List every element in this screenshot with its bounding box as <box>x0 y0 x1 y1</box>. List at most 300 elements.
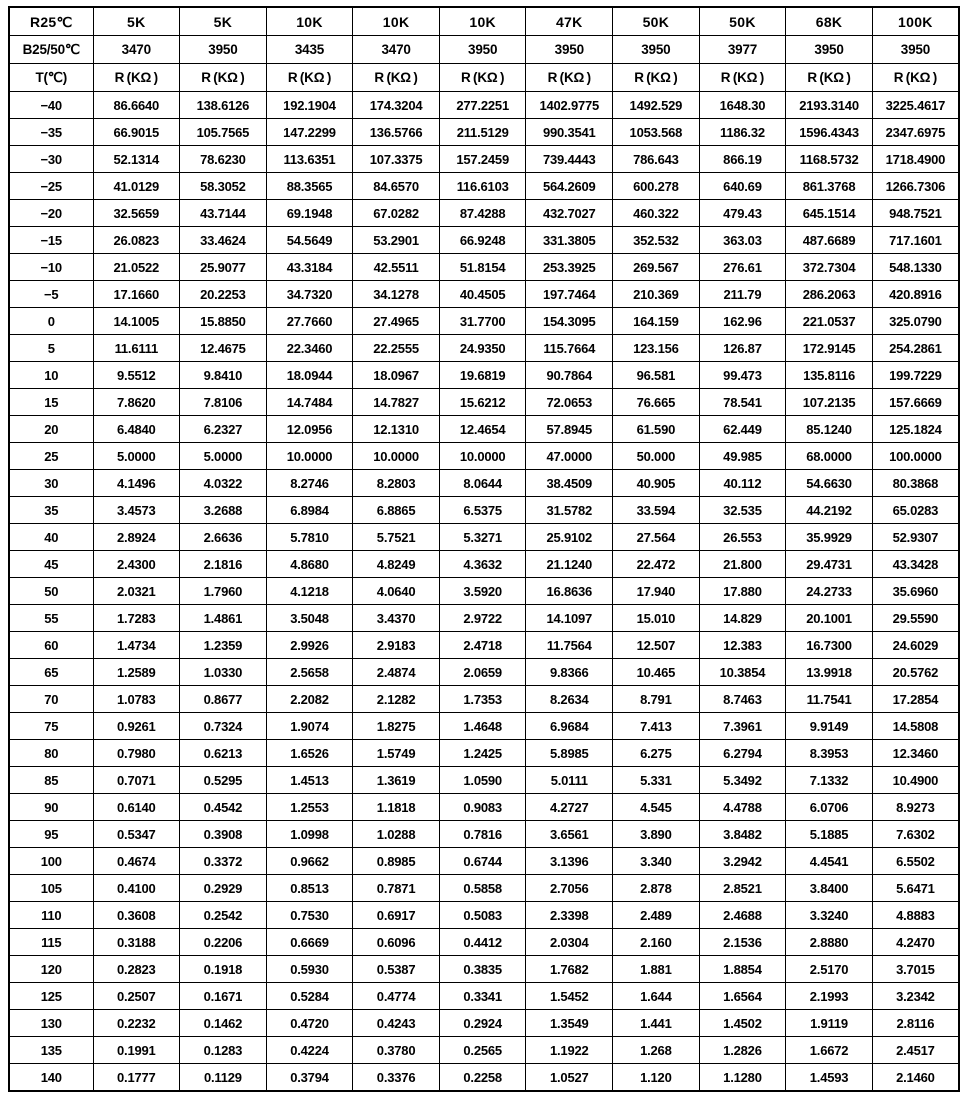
resistance-cell: 0.7871 <box>353 875 440 902</box>
resistance-cell: 26.0823 <box>93 227 180 254</box>
resistance-cell: 5.0000 <box>93 443 180 470</box>
resistance-cell: 277.2251 <box>439 92 526 119</box>
resistance-cell: 3.4573 <box>93 497 180 524</box>
resistance-cell: 7.8620 <box>93 389 180 416</box>
resistance-cell: 4.8883 <box>872 902 959 929</box>
temperature-cell: 15 <box>9 389 93 416</box>
resistance-cell: 27.564 <box>613 524 700 551</box>
temperature-cell: 85 <box>9 767 93 794</box>
table-row <box>9 821 959 848</box>
resistance-cell: 17.880 <box>699 578 786 605</box>
resistance-cell: 162.96 <box>699 308 786 335</box>
temperature-cell: 100 <box>9 848 93 875</box>
resistance-cell: 0.7980 <box>93 740 180 767</box>
resistance-cell: 1.120 <box>613 1064 700 1092</box>
resistance-cell: 3.8400 <box>786 875 873 902</box>
resistance-cell: 211.5129 <box>439 119 526 146</box>
resistance-cell: 11.6111 <box>93 335 180 362</box>
resistance-cell: 31.5782 <box>526 497 613 524</box>
resistance-cell: 0.3376 <box>353 1064 440 1092</box>
resistance-cell: 44.2192 <box>786 497 873 524</box>
resistance-cell: 0.4720 <box>266 1010 353 1037</box>
resistance-cell: 8.7463 <box>699 686 786 713</box>
resistance-cell: 11.7564 <box>526 632 613 659</box>
resistance-cell: 7.3961 <box>699 713 786 740</box>
resistance-cell: 9.8366 <box>526 659 613 686</box>
resistance-cell: 0.3608 <box>93 902 180 929</box>
table-row <box>9 1064 959 1092</box>
resistance-cell: 20.5762 <box>872 659 959 686</box>
resistance-cell: 0.2258 <box>439 1064 526 1092</box>
resistance-cell: 786.643 <box>613 146 700 173</box>
resistance-cell: 1596.4343 <box>786 119 873 146</box>
resistance-cell: 990.3541 <box>526 119 613 146</box>
resistance-cell: 2.8116 <box>872 1010 959 1037</box>
resistance-cell: 2.878 <box>613 875 700 902</box>
resistance-cell: 1053.568 <box>613 119 700 146</box>
resistance-cell: 1.9074 <box>266 713 353 740</box>
resistance-cell: 0.4224 <box>266 1037 353 1064</box>
resistance-cell: 2.1536 <box>699 929 786 956</box>
resistance-cell: 32.5659 <box>93 200 180 227</box>
resistance-cell: 86.6640 <box>93 92 180 119</box>
resistance-cell: 3.4370 <box>353 605 440 632</box>
resistance-cell: 1.2553 <box>266 794 353 821</box>
resistance-cell: 8.791 <box>613 686 700 713</box>
resistance-cell: 29.4731 <box>786 551 873 578</box>
resistance-cell: 866.19 <box>699 146 786 173</box>
resistance-cell: 72.0653 <box>526 389 613 416</box>
resistance-cell: 1.3619 <box>353 767 440 794</box>
resistance-cell: 211.79 <box>699 281 786 308</box>
resistance-cell: 27.4965 <box>353 308 440 335</box>
resistance-cell: 1402.9775 <box>526 92 613 119</box>
resistance-cell: 221.0537 <box>786 308 873 335</box>
header-unit-value: R (KΩ ) <box>699 64 786 92</box>
resistance-cell: 99.473 <box>699 362 786 389</box>
table-row <box>9 281 959 308</box>
header-r25-value: 100K <box>872 7 959 36</box>
header-beta-value: 3470 <box>353 36 440 64</box>
header-r25-value: 50K <box>699 7 786 36</box>
resistance-cell: 2.1816 <box>180 551 267 578</box>
table-row <box>9 146 959 173</box>
header-label-beta: B25/50℃ <box>9 36 93 64</box>
resistance-cell: 6.5502 <box>872 848 959 875</box>
temperature-cell: 50 <box>9 578 93 605</box>
temperature-cell: 120 <box>9 956 93 983</box>
resistance-cell: 62.449 <box>699 416 786 443</box>
resistance-cell: 0.4243 <box>353 1010 440 1037</box>
resistance-cell: 66.9015 <box>93 119 180 146</box>
header-beta-value: 3435 <box>266 36 353 64</box>
temperature-cell: 0 <box>9 308 93 335</box>
resistance-cell: 61.590 <box>613 416 700 443</box>
resistance-cell: 0.5284 <box>266 983 353 1010</box>
resistance-cell: 53.2901 <box>353 227 440 254</box>
resistance-cell: 363.03 <box>699 227 786 254</box>
temperature-cell: 20 <box>9 416 93 443</box>
resistance-cell: 24.2733 <box>786 578 873 605</box>
table-row <box>9 92 959 119</box>
resistance-cell: 116.6103 <box>439 173 526 200</box>
table-row <box>9 335 959 362</box>
resistance-cell: 0.2924 <box>439 1010 526 1037</box>
resistance-cell: 0.6917 <box>353 902 440 929</box>
table-row <box>9 524 959 551</box>
resistance-cell: 76.665 <box>613 389 700 416</box>
resistance-cell: 0.3794 <box>266 1064 353 1092</box>
resistance-cell: 14.7484 <box>266 389 353 416</box>
resistance-cell: 0.2565 <box>439 1037 526 1064</box>
resistance-cell: 2.9722 <box>439 605 526 632</box>
resistance-cell: 2.160 <box>613 929 700 956</box>
temperature-cell: 75 <box>9 713 93 740</box>
resistance-cell: 1.8854 <box>699 956 786 983</box>
resistance-cell: 69.1948 <box>266 200 353 227</box>
resistance-cell: 548.1330 <box>872 254 959 281</box>
resistance-cell: 5.3271 <box>439 524 526 551</box>
table-row <box>9 578 959 605</box>
resistance-cell: 22.472 <box>613 551 700 578</box>
header-r25-value: 68K <box>786 7 873 36</box>
resistance-cell: 0.2542 <box>180 902 267 929</box>
resistance-cell: 54.5649 <box>266 227 353 254</box>
resistance-cell: 2.4718 <box>439 632 526 659</box>
resistance-cell: 2.489 <box>613 902 700 929</box>
resistance-cell: 1.6564 <box>699 983 786 1010</box>
table-row <box>9 848 959 875</box>
resistance-cell: 154.3095 <box>526 308 613 335</box>
resistance-cell: 107.2135 <box>786 389 873 416</box>
resistance-cell: 12.383 <box>699 632 786 659</box>
resistance-cell: 0.7816 <box>439 821 526 848</box>
resistance-cell: 1.268 <box>613 1037 700 1064</box>
resistance-cell: 0.9083 <box>439 794 526 821</box>
header-r25-value: 50K <box>613 7 700 36</box>
resistance-cell: 85.1240 <box>786 416 873 443</box>
resistance-cell: 3.6561 <box>526 821 613 848</box>
temperature-cell: −30 <box>9 146 93 173</box>
header-r25-value: 10K <box>266 7 353 36</box>
resistance-cell: 6.4840 <box>93 416 180 443</box>
resistance-cell: 9.9149 <box>786 713 873 740</box>
resistance-cell: 0.1991 <box>93 1037 180 1064</box>
resistance-cell: 67.0282 <box>353 200 440 227</box>
resistance-cell: 1648.30 <box>699 92 786 119</box>
resistance-cell: 2.0321 <box>93 578 180 605</box>
resistance-cell: 31.7700 <box>439 308 526 335</box>
resistance-cell: 1.4593 <box>786 1064 873 1092</box>
resistance-cell: 8.2634 <box>526 686 613 713</box>
resistance-cell: 34.1278 <box>353 281 440 308</box>
resistance-cell: 2.8521 <box>699 875 786 902</box>
resistance-cell: 372.7304 <box>786 254 873 281</box>
resistance-cell: 19.6819 <box>439 362 526 389</box>
resistance-cell: 210.369 <box>613 281 700 308</box>
header-unit-value: R (KΩ ) <box>180 64 267 92</box>
temperature-cell: 5 <box>9 335 93 362</box>
resistance-cell: 1.2425 <box>439 740 526 767</box>
table-row <box>9 551 959 578</box>
resistance-cell: 87.4288 <box>439 200 526 227</box>
resistance-cell: 0.2507 <box>93 983 180 1010</box>
resistance-cell: 6.8984 <box>266 497 353 524</box>
temperature-cell: 90 <box>9 794 93 821</box>
resistance-cell: 0.6669 <box>266 929 353 956</box>
table-row <box>9 686 959 713</box>
resistance-cell: 3.1396 <box>526 848 613 875</box>
resistance-cell: 78.541 <box>699 389 786 416</box>
table-row <box>9 794 959 821</box>
temperature-cell: 70 <box>9 686 93 713</box>
table-row <box>9 956 959 983</box>
resistance-cell: 739.4443 <box>526 146 613 173</box>
resistance-cell: 1.0288 <box>353 821 440 848</box>
resistance-cell: 7.1332 <box>786 767 873 794</box>
table-row <box>9 929 959 956</box>
table-row <box>9 254 959 281</box>
resistance-cell: 0.1671 <box>180 983 267 1010</box>
resistance-cell: 192.1904 <box>266 92 353 119</box>
resistance-cell: 7.6302 <box>872 821 959 848</box>
resistance-cell: 1.2826 <box>699 1037 786 1064</box>
resistance-cell: 10.0000 <box>266 443 353 470</box>
temperature-cell: 60 <box>9 632 93 659</box>
resistance-cell: 0.9261 <box>93 713 180 740</box>
resistance-cell: 113.6351 <box>266 146 353 173</box>
resistance-cell: 3.2688 <box>180 497 267 524</box>
resistance-cell: 68.0000 <box>786 443 873 470</box>
resistance-cell: 43.3184 <box>266 254 353 281</box>
resistance-cell: 4.545 <box>613 794 700 821</box>
resistance-cell: 1.4648 <box>439 713 526 740</box>
resistance-cell: 5.7521 <box>353 524 440 551</box>
resistance-cell: 1.0590 <box>439 767 526 794</box>
resistance-cell: 0.4674 <box>93 848 180 875</box>
resistance-cell: 0.9662 <box>266 848 353 875</box>
header-row-unit <box>9 64 959 92</box>
resistance-cell: 21.800 <box>699 551 786 578</box>
resistance-cell: 0.8513 <box>266 875 353 902</box>
resistance-cell: 157.6669 <box>872 389 959 416</box>
resistance-cell: 41.0129 <box>93 173 180 200</box>
table-body <box>9 7 959 1091</box>
resistance-cell: 35.9929 <box>786 524 873 551</box>
resistance-cell: 14.5808 <box>872 713 959 740</box>
temperature-cell: 10 <box>9 362 93 389</box>
resistance-cell: 1.0527 <box>526 1064 613 1092</box>
resistance-cell: 5.8985 <box>526 740 613 767</box>
resistance-cell: 0.5083 <box>439 902 526 929</box>
resistance-cell: 2.6636 <box>180 524 267 551</box>
temperature-cell: 110 <box>9 902 93 929</box>
temperature-cell: 45 <box>9 551 93 578</box>
resistance-cell: 0.8985 <box>353 848 440 875</box>
table-row <box>9 659 959 686</box>
resistance-cell: 3225.4617 <box>872 92 959 119</box>
resistance-cell: 9.8410 <box>180 362 267 389</box>
resistance-cell: 14.7827 <box>353 389 440 416</box>
resistance-cell: 3.340 <box>613 848 700 875</box>
resistance-cell: 0.2206 <box>180 929 267 956</box>
resistance-cell: 2.1282 <box>353 686 440 713</box>
resistance-cell: 84.6570 <box>353 173 440 200</box>
resistance-cell: 24.9350 <box>439 335 526 362</box>
resistance-cell: 5.0111 <box>526 767 613 794</box>
resistance-cell: 1.2589 <box>93 659 180 686</box>
resistance-cell: 0.1777 <box>93 1064 180 1092</box>
resistance-cell: 126.87 <box>699 335 786 362</box>
resistance-cell: 4.0322 <box>180 470 267 497</box>
resistance-cell: 286.2063 <box>786 281 873 308</box>
resistance-cell: 100.0000 <box>872 443 959 470</box>
resistance-cell: 1.0783 <box>93 686 180 713</box>
resistance-cell: 96.581 <box>613 362 700 389</box>
temperature-cell: −5 <box>9 281 93 308</box>
header-row-r25 <box>9 7 959 36</box>
temperature-cell: 40 <box>9 524 93 551</box>
resistance-cell: 2.2082 <box>266 686 353 713</box>
table-row <box>9 983 959 1010</box>
resistance-cell: 5.1885 <box>786 821 873 848</box>
header-beta-value: 3470 <box>93 36 180 64</box>
resistance-cell: 1.644 <box>613 983 700 1010</box>
resistance-cell: 4.4788 <box>699 794 786 821</box>
resistance-cell: 15.8850 <box>180 308 267 335</box>
resistance-cell: 26.553 <box>699 524 786 551</box>
resistance-cell: 147.2299 <box>266 119 353 146</box>
resistance-cell: 3.3240 <box>786 902 873 929</box>
resistance-cell: 14.829 <box>699 605 786 632</box>
resistance-cell: 33.4624 <box>180 227 267 254</box>
resistance-cell: 487.6689 <box>786 227 873 254</box>
resistance-cell: 2.9926 <box>266 632 353 659</box>
resistance-cell: 88.3565 <box>266 173 353 200</box>
table-row <box>9 740 959 767</box>
resistance-cell: 0.3341 <box>439 983 526 1010</box>
resistance-cell: 32.535 <box>699 497 786 524</box>
resistance-cell: 21.1240 <box>526 551 613 578</box>
resistance-cell: 0.5387 <box>353 956 440 983</box>
resistance-cell: 15.6212 <box>439 389 526 416</box>
table-row <box>9 1010 959 1037</box>
resistance-cell: 14.1097 <box>526 605 613 632</box>
resistance-cell: 135.8116 <box>786 362 873 389</box>
temperature-cell: 35 <box>9 497 93 524</box>
resistance-cell: 172.9145 <box>786 335 873 362</box>
resistance-cell: 1.6526 <box>266 740 353 767</box>
resistance-cell: 0.7324 <box>180 713 267 740</box>
resistance-cell: 33.594 <box>613 497 700 524</box>
resistance-cell: 16.8636 <box>526 578 613 605</box>
header-r25-value: 10K <box>353 7 440 36</box>
header-beta-value: 3950 <box>439 36 526 64</box>
resistance-cell: 3.8482 <box>699 821 786 848</box>
resistance-cell: 174.3204 <box>353 92 440 119</box>
resistance-cell: 0.5930 <box>266 956 353 983</box>
resistance-cell: 1.881 <box>613 956 700 983</box>
resistance-cell: 1.1818 <box>353 794 440 821</box>
resistance-cell: 1.5749 <box>353 740 440 767</box>
resistance-cell: 5.331 <box>613 767 700 794</box>
resistance-cell: 78.6230 <box>180 146 267 173</box>
resistance-cell: 6.8865 <box>353 497 440 524</box>
resistance-cell: 10.0000 <box>353 443 440 470</box>
resistance-cell: 6.0706 <box>786 794 873 821</box>
resistance-cell: 3.5920 <box>439 578 526 605</box>
resistance-cell: 1.4513 <box>266 767 353 794</box>
resistance-cell: 4.2470 <box>872 929 959 956</box>
resistance-cell: 6.2327 <box>180 416 267 443</box>
resistance-cell: 2.5658 <box>266 659 353 686</box>
resistance-cell: 24.6029 <box>872 632 959 659</box>
resistance-cell: 460.322 <box>613 200 700 227</box>
resistance-cell: 0.1918 <box>180 956 267 983</box>
temperature-cell: 80 <box>9 740 93 767</box>
resistance-cell: 123.156 <box>613 335 700 362</box>
resistance-cell: 0.1283 <box>180 1037 267 1064</box>
resistance-cell: 0.1129 <box>180 1064 267 1092</box>
resistance-cell: 1.4502 <box>699 1010 786 1037</box>
table-row <box>9 632 959 659</box>
header-beta-value: 3950 <box>526 36 613 64</box>
table-row <box>9 416 959 443</box>
resistance-cell: 34.7320 <box>266 281 353 308</box>
resistance-cell: 51.8154 <box>439 254 526 281</box>
resistance-cell: 0.2232 <box>93 1010 180 1037</box>
resistance-cell: 1.7960 <box>180 578 267 605</box>
temperature-cell: −40 <box>9 92 93 119</box>
resistance-cell: 1.7283 <box>93 605 180 632</box>
resistance-cell: 35.6960 <box>872 578 959 605</box>
resistance-cell: 640.69 <box>699 173 786 200</box>
resistance-cell: 1.7682 <box>526 956 613 983</box>
header-unit-value: R (KΩ ) <box>786 64 873 92</box>
header-label-temperature: T(℃) <box>9 64 93 92</box>
resistance-cell: 10.4900 <box>872 767 959 794</box>
header-beta-value: 3950 <box>613 36 700 64</box>
resistance-cell: 65.0283 <box>872 497 959 524</box>
resistance-cell: 8.0644 <box>439 470 526 497</box>
resistance-cell: 8.9273 <box>872 794 959 821</box>
table-row <box>9 713 959 740</box>
header-beta-value: 3950 <box>180 36 267 64</box>
resistance-cell: 1.441 <box>613 1010 700 1037</box>
resistance-cell: 1.0998 <box>266 821 353 848</box>
resistance-cell: 2.8924 <box>93 524 180 551</box>
resistance-cell: 0.3835 <box>439 956 526 983</box>
resistance-cell: 2347.6975 <box>872 119 959 146</box>
resistance-cell: 49.985 <box>699 443 786 470</box>
resistance-cell: 20.2253 <box>180 281 267 308</box>
resistance-cell: 6.5375 <box>439 497 526 524</box>
temperature-cell: 55 <box>9 605 93 632</box>
resistance-cell: 0.5347 <box>93 821 180 848</box>
resistance-cell: 352.532 <box>613 227 700 254</box>
table-row <box>9 389 959 416</box>
resistance-cell: 8.2803 <box>353 470 440 497</box>
resistance-cell: 8.2746 <box>266 470 353 497</box>
header-beta-value: 3950 <box>872 36 959 64</box>
resistance-cell: 43.7144 <box>180 200 267 227</box>
resistance-cell: 22.2555 <box>353 335 440 362</box>
header-row-beta <box>9 36 959 64</box>
resistance-cell: 2.8880 <box>786 929 873 956</box>
resistance-cell: 0.7530 <box>266 902 353 929</box>
temperature-cell: 105 <box>9 875 93 902</box>
temperature-cell: −20 <box>9 200 93 227</box>
